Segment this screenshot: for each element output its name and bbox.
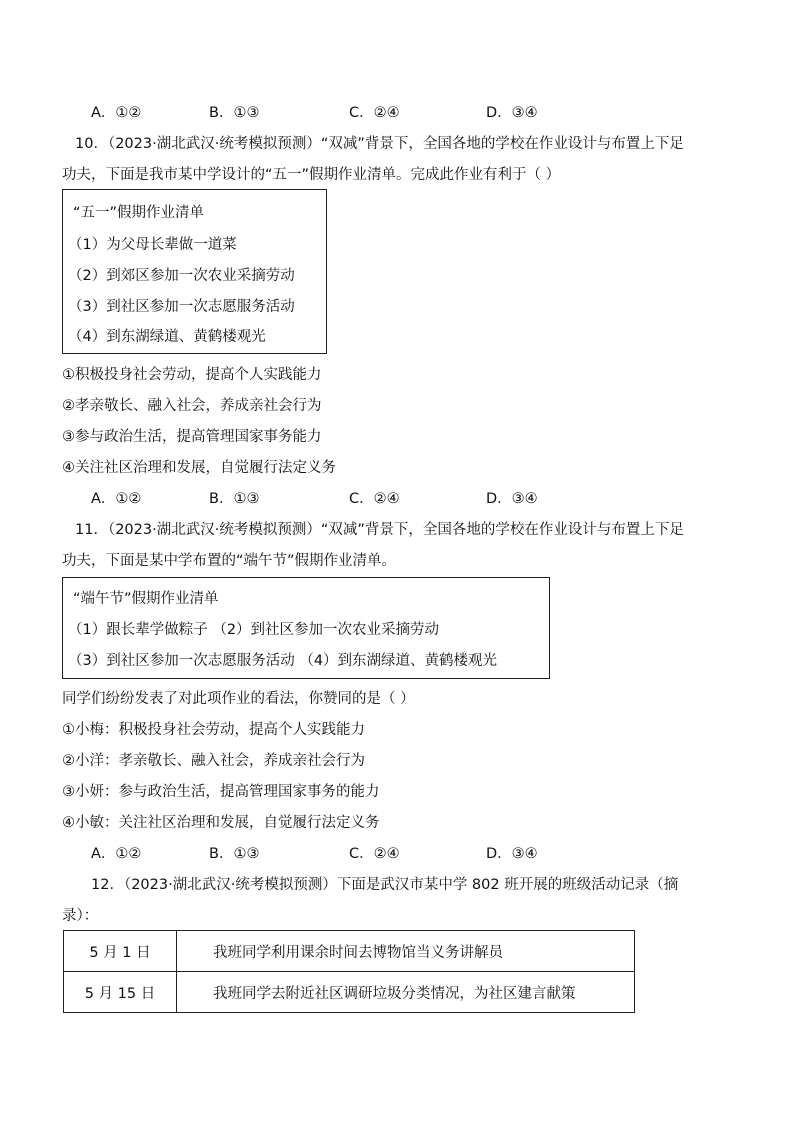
q11-option-b[interactable]: B．①③ (209, 846, 260, 862)
q9-option-c[interactable]: C．②④ (349, 105, 400, 121)
q9-options (91, 101, 611, 123)
q10-box-item: （4）到东湖绿道、黄鹤楼观光 (68, 329, 266, 345)
q11-box-row: （3）到社区参加一次志愿服务活动 （4）到东湖绿道、黄鹤楼观光 (68, 653, 498, 669)
q11-stem-line1: 11．（2023·湖北武汉·统考模拟预测）“双减”背景下，全国各地的学校在作业设计与布置上下足 (75, 522, 684, 538)
q9-option-a[interactable]: A．①② (91, 105, 142, 121)
q9-option-b[interactable]: B．①③ (209, 105, 260, 121)
q10-homework-box (62, 189, 327, 354)
q11-option-d[interactable]: D．③④ (486, 846, 538, 862)
activity-date: 5 月 1 日 (64, 931, 177, 972)
activity-content: 我班同学去附近社区调研垃圾分类情况，为社区建言献策 (177, 972, 635, 1013)
q10-box-item: （2）到郊区参加一次农业采摘劳动 (68, 268, 295, 284)
q11-options (91, 842, 611, 864)
q11-statement: ①小梅：积极投身社会劳动，提高个人实践能力 (62, 722, 365, 738)
q12-stem-line2: 录）： (62, 908, 99, 924)
table-row (64, 931, 635, 972)
q10-statement: ②孝亲敬长、融入社会，养成亲社会行为 (62, 398, 322, 414)
q10-option-c[interactable]: C．②④ (349, 491, 400, 507)
q10-statement: ①积极投身社会劳动，提高个人实践能力 (62, 367, 322, 383)
q10-option-b[interactable]: B．①③ (209, 491, 260, 507)
q11-stem-line2: 功夫，下面是某中学布置的“端午节”假期作业清单。 (62, 553, 397, 569)
q11-statement: ④小敏：关注社区治理和发展，自觉履行法定义务 (62, 815, 380, 831)
q11-box-title: “端午节”假期作业清单 (73, 591, 219, 607)
q11-homework-box (62, 577, 550, 679)
q11-prompt: 同学们纷纷发表了对此项作业的看法，你赞同的是（ ） (62, 691, 415, 707)
q10-option-a[interactable]: A．①② (91, 491, 142, 507)
q12-activity-table (63, 930, 635, 1013)
table-row (64, 972, 635, 1013)
q10-statement: ③参与政治生活，提高管理国家事务能力 (62, 429, 322, 445)
q10-box-title: “五一”假期作业清单 (73, 205, 205, 221)
q11-box-row: （1）跟长辈学做粽子 （2）到社区参加一次农业采摘劳动 (68, 622, 440, 638)
q10-options (91, 487, 611, 509)
q10-option-d[interactable]: D．③④ (486, 491, 538, 507)
q10-box-item: （3）到社区参加一次志愿服务活动 (68, 299, 295, 315)
q11-statement: ②小洋：孝亲敬长、融入社会，养成亲社会行为 (62, 753, 365, 769)
q10-statement: ④关注社区治理和发展，自觉履行法定义务 (62, 460, 336, 476)
q10-stem-line1: 10．（2023·湖北武汉·统考模拟预测）“双减”背景下，全国各地的学校在作业设计与布置上下足 (75, 136, 684, 152)
q11-option-a[interactable]: A．①② (91, 846, 142, 862)
activity-date: 5 月 15 日 (64, 972, 177, 1013)
activity-content: 我班同学利用课余时间去博物馆当义务讲解员 (177, 931, 635, 972)
q9-option-d[interactable]: D．③④ (486, 105, 538, 121)
q11-statement: ③小妍：参与政治生活，提高管理国家事务的能力 (62, 784, 380, 800)
q12-stem-line1: 12．（2023·湖北武汉·统考模拟预测）下面是武汉市某中学 802 班开展的班级活动记录（摘 (91, 877, 679, 893)
q11-option-c[interactable]: C．②④ (349, 846, 400, 862)
q10-stem-line2: 功夫，下面是我市某中学设计的“五一”假期作业清单。完成此作业有利于（ ） (62, 167, 561, 183)
q10-box-item: （1）为父母长辈做一道菜 (68, 237, 237, 253)
